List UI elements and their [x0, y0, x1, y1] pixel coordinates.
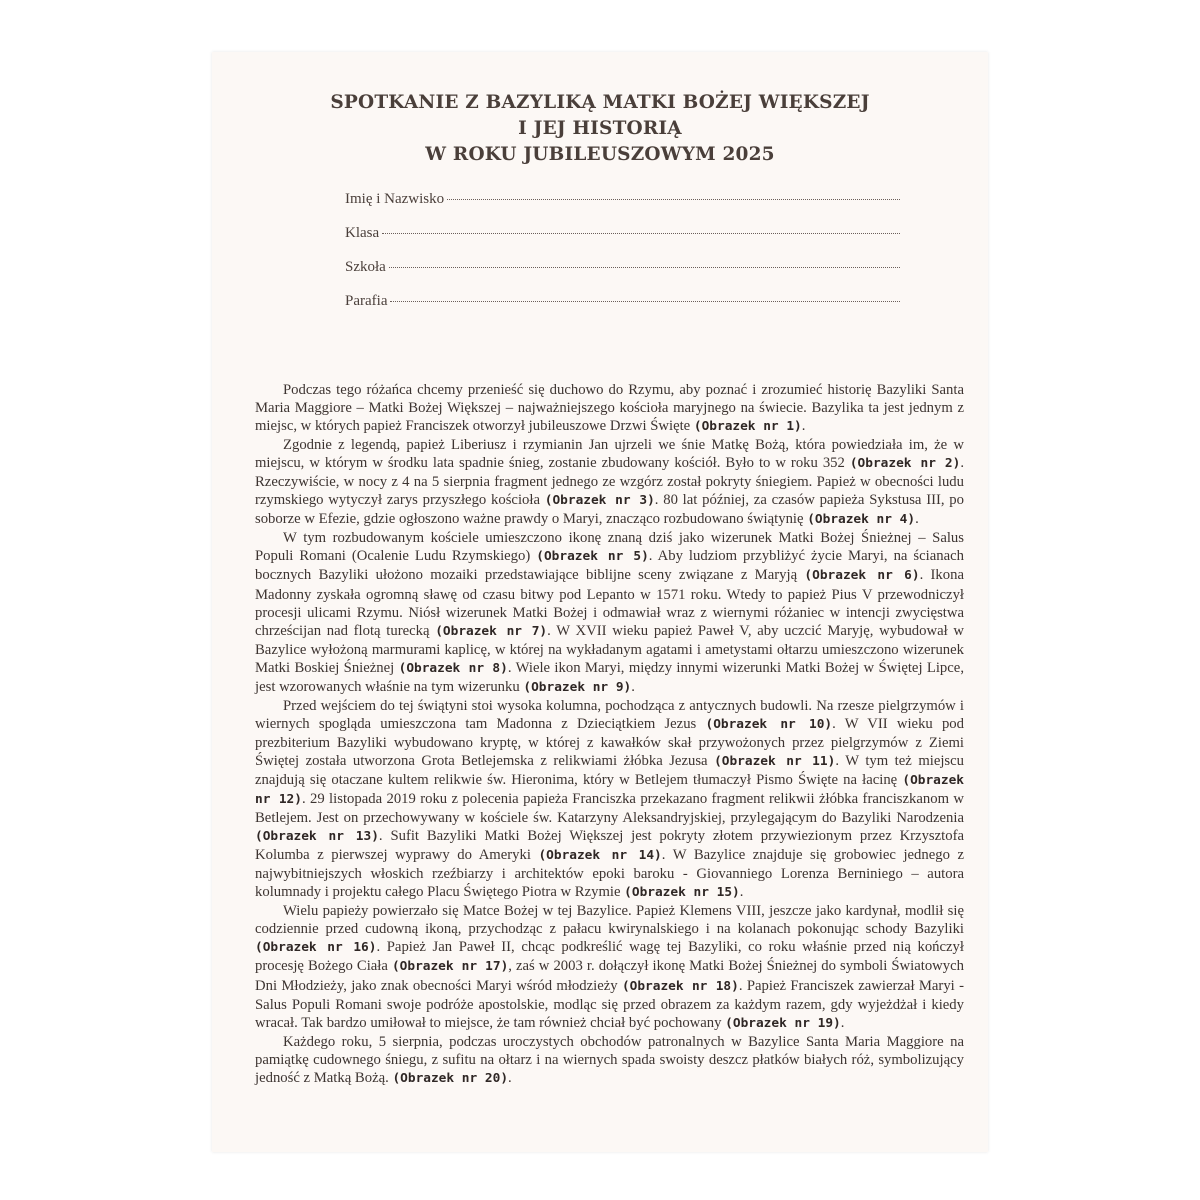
name-field[interactable]: [345, 191, 900, 225]
paragraph-text: Wielu papieży powierzało się Matce Bożej w tej Bazylice. Papież Klemens VIII, jeszcze jako kardynał, modlił się codziennie przed cudowną ikoną, przychodząc z pałacu kwirynalskiego i na kolanach pokonując schody Bazyliki: [255, 903, 964, 938]
paragraph-text: .: [508, 1069, 512, 1086]
body-text: [255, 381, 964, 1088]
document-page: [212, 52, 988, 1152]
paragraph: [255, 381, 964, 436]
paragraph-text: . Sufit Bazyliki Matki Bożej Większej jest pokryty złotem przywiezionym przez Krzysztofa Kolumba z pierwszej wyprawy do Ameryki: [255, 828, 964, 864]
parish-field[interactable]: [345, 293, 900, 327]
name-field-label: Imię i Nazwisko: [345, 191, 445, 207]
name-field-line[interactable]: [447, 199, 900, 200]
title-line-2: I JEJ HISTORIĄ: [518, 118, 682, 139]
paragraph-text: W tym rozbudowanym kościele umieszczono ikonę znaną dziś jako wizerunek Matki Bożej Śnieżnej – Salus Populi Romani (Ocalenie Ludu Rzymskiego): [255, 530, 964, 565]
picture-reference: (Obrazek nr 5): [536, 549, 649, 565]
paragraph-text: Przed wejściem do tej świątyni stoi wysoka kolumna, pochodząca z antycznych budowli. Na rzesze pielgrzymów i wiernych spogląda umieszczona tam Madonna z Dzieciątkiem Jezus: [255, 697, 964, 732]
paragraph-text: .: [801, 418, 806, 435]
picture-reference: (Obrazek nr 6): [804, 568, 920, 584]
picture-reference: (Obrazek nr 8): [398, 660, 508, 676]
school-field[interactable]: [345, 259, 900, 293]
picture-reference: (Obrazek nr 7): [435, 623, 548, 639]
picture-reference: (Obrazek nr 3): [544, 493, 655, 509]
paragraph-text: . Papież Franciszek zawierzał Maryi - Salus Populi Romani swoje podróże apostolskie, modląc się przed obrazem za każdym razem, gdy wyjeżdżał i kiedy wracał. Tak bardzo umiłował to miejsce, że tam również chciał być pochowany: [255, 977, 964, 1031]
picture-reference: (Obrazek nr 2): [849, 456, 961, 472]
picture-reference: (Obrazek nr 13): [255, 829, 379, 845]
parish-field-line[interactable]: [390, 301, 900, 302]
picture-reference: (Obrazek nr 9): [523, 679, 632, 695]
picture-reference: (Obrazek nr 16): [255, 940, 377, 956]
paragraph-text: . Aby ludziom przybliżyć życie Maryi, na ścianach bocznych Bazyliki ułożono mozaiki przedstawiające biblijne sceny związane z Maryją: [255, 548, 964, 584]
paragraph-text: . 29 listopada 2019 roku z polecenia papieża Franciszka przekazano fragment relikwii żłóbka franciszkanom w Betlejem. Jest on przechowywany w kościele św. Katarzyny Aleksandryjskiej, przylegającym do Bazyliki Narodzenia: [255, 791, 964, 827]
paragraph-text: Podczas tego różańca chcemy przenieść się duchowo do Rzymu, aby poznać i zrozumieć historię Bazyliki Santa Maria Maggiore – Matki Bożej Większej – najważniejszego kościoła maryjnego na świecie. Bazylika ta jest jednym z miejsc, w których papież Franciszek otworzył jubileuszowe Drzwi Święte: [255, 382, 964, 435]
paragraph-text: , zaś w 2003 r. dołączył ikonę Matki Bożej Śnieżnej do symboli Światowych Dni Młodzieży, jako znak obecności Maryi wśród młodzieży: [255, 958, 964, 994]
parish-field-label: Parafia: [345, 293, 388, 309]
picture-reference: (Obrazek nr 14): [538, 848, 662, 864]
class-field-line[interactable]: [382, 233, 900, 234]
paragraph: [255, 902, 964, 1032]
school-field-line[interactable]: [389, 267, 900, 268]
paragraph-text: . 80 lat później, za czasów papieża Sykstusa III, po soborze w Efezie, gdzie ogłoszono ważne prawdy o Maryi, znacząco rozbudowano świątynię: [255, 492, 964, 528]
paragraph-text: . Wiele ikon Maryi, między innymi wizerunki Matki Bożej w Świętej Lipce, jest wzorowanych właśnie na tym wizerunku: [255, 659, 964, 695]
paragraph-text: . W XVII wieku papież Paweł V, aby uczcić Maryję, wybudował w Bazylice wyłożoną marmurami kaplicę, w której na wykładanym agatami i ametystami ołtarzu umieszczono wizerunek Matki Boskiej Śnieżnej: [255, 622, 964, 676]
paragraph: [255, 697, 964, 903]
paragraph-text: .: [631, 678, 635, 695]
picture-reference: (Obrazek nr 4): [807, 512, 916, 528]
student-info-form: [345, 191, 900, 327]
paragraph-text: .: [840, 1014, 845, 1031]
picture-reference: (Obrazek nr 10): [705, 716, 833, 732]
class-field[interactable]: [345, 225, 900, 259]
paragraph-text: . Ikona Madonny zyskała ogromną sławę od czasu bitwy pod Lepanto w 1571 roku. Wtedy to papież Pius V przewodniczył procesji ulicami Rzymu. Niósł wizerunek Matki Bożej i odmawiał wraz z wiernymi różaniec w intencji zwycięstwa chrześcijan nad flotą turecką: [255, 567, 964, 639]
paragraph-text: . W Bazylice znajduje się grobowiec jednego z najwybitniejszych włoskich rzeźbiarzy i architektów epoki baroku - Giovanniego Lorenza Berniniego – autora kolumnady i projektu całego Placu Świętego Piotra w Rzymie: [255, 847, 965, 901]
title-line-1: SPOTKANIE Z BAZYLIKĄ MATKI BOŻEJ WIĘKSZEJ: [330, 92, 870, 113]
picture-reference: (Obrazek nr 19): [725, 1015, 841, 1031]
paragraph: [255, 1033, 964, 1088]
school-field-label: Szkoła: [345, 259, 386, 275]
paragraph-text: .: [915, 511, 919, 528]
title-line-3: W ROKU JUBILEUSZOWYM 2025: [425, 144, 775, 165]
picture-reference: (Obrazek nr 15): [624, 885, 740, 901]
paragraph-text: Zgodnie z legendą, papież Liberiusz i rzymianin Jan ujrzeli we śnie Matkę Bożą, która powiedziała im, że w miejscu, w którym w środku lata spadnie śnieg, zostanie zbudowany kościół. Było to w roku 352: [255, 437, 964, 472]
picture-reference: (Obrazek nr 17): [391, 959, 509, 975]
picture-reference: (Obrazek nr 12): [255, 772, 964, 808]
picture-reference: (Obrazek nr 20): [392, 1070, 509, 1086]
paragraph-text: . Papież Jan Paweł II, chcąc podkreślić wagę tej Bazyliki, co roku właśnie przed nią kończył procesję Bożego Ciała: [255, 939, 964, 975]
picture-reference: (Obrazek nr 18): [621, 978, 739, 994]
paragraph-text: . Rzeczywiście, w nocy z 4 na 5 sierpnia fragment jednego ze wzgórz został pokryty śniegiem. Papież w obecności ludu rzymskiego wytyczył zarys przyszłego kościoła: [255, 455, 964, 509]
paragraph-text: Każdego roku, 5 sierpnia, podczas uroczystych obchodów patronalnych w Bazylice Santa Maria Maggiore na pamiątkę cudownego śniegu, z sufitu na ołtarz i na wiernych spada swoisty deszcz płatków białych róż, symbolizujący jedność z Matką Bożą.: [255, 1033, 964, 1086]
picture-reference: (Obrazek nr 1): [693, 419, 802, 435]
paragraph-text: . W VII wieku pod prezbiterium Bazyliki wybudowano kryptę, w której z kawałków skał przywożonych przez pielgrzymów z Ziemi Świętej została utworzona Grota Betlejemska z relikwiami żłóbka Jezusa: [255, 715, 964, 769]
paragraph: [255, 436, 964, 529]
paragraph: [255, 529, 964, 696]
class-field-label: Klasa: [345, 225, 380, 241]
document-title: [212, 90, 988, 168]
paragraph-text: . W tym też miejscu znajdują się otaczane kultem relikwie św. Hieronima, który w Betlejem tłumaczył Pismo Święte na łacinę: [255, 752, 964, 788]
picture-reference: (Obrazek nr 11): [714, 753, 836, 769]
paragraph-text: .: [739, 884, 744, 901]
